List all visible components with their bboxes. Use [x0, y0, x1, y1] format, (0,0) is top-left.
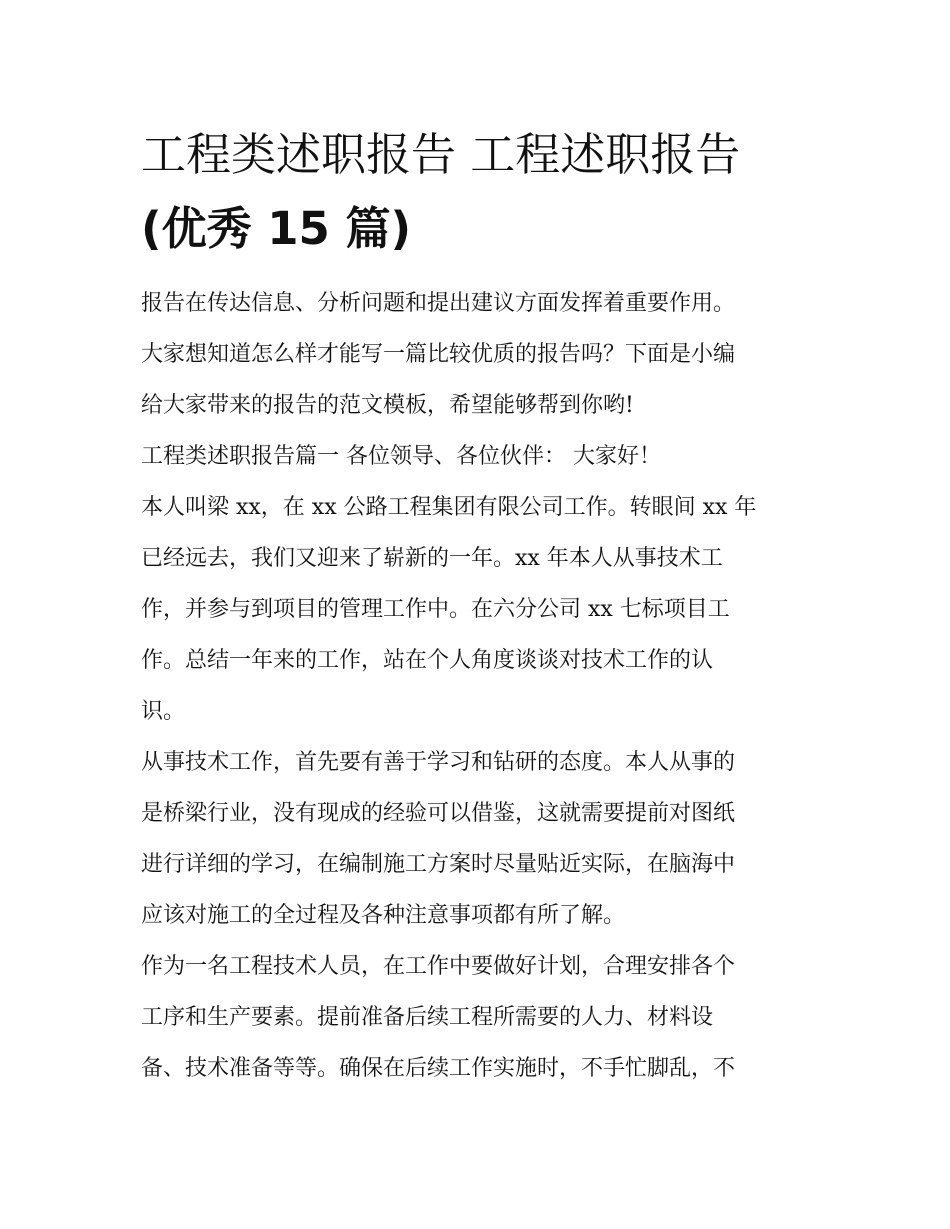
- paragraph-self-intro: [141, 482, 816, 737]
- title-line-2: (优秀 15 篇): [141, 202, 412, 255]
- text-line: 进行详细的学习，在编制施工方案时尽量贴近实际，在脑海中: [141, 852, 736, 877]
- text-line: 大家想知道怎么样才能写一篇比较优质的报告吗？下面是小编: [141, 342, 736, 367]
- text-line: 已经远去，我们又迎来了崭新的一年。xx 年本人从事技术工: [141, 546, 723, 571]
- paragraph-technical-attitude: [141, 737, 816, 941]
- text-line: 工程类述职报告篇一 各位领导、各位伙伴： 大家好！: [141, 444, 661, 469]
- document-content: [141, 118, 816, 1094]
- text-line: 本人叫梁 xx，在 xx 公路工程集团有限公司工作。转眼间 xx 年: [141, 495, 757, 520]
- text-line: 是桥梁行业，没有现成的经验可以借鉴，这就需要提前对图纸: [141, 801, 736, 826]
- text-line: 工序和生产要素。提前准备后续工程所需要的人力、材料设: [141, 1005, 714, 1030]
- text-line: 作为一名工程技术人员，在工作中要做好计划，合理安排各个: [141, 954, 736, 979]
- title-line-1: 工程类述职报告 工程述职报告: [141, 128, 741, 181]
- text-line: 备、技术准备等等。确保在后续工作实施时，不手忙脚乱，不: [141, 1056, 736, 1081]
- text-line: 从事技术工作，首先要有善于学习和钻研的态度。本人从事的: [141, 750, 736, 775]
- text-line: 作。总结一年来的工作，站在个人角度谈谈对技术工作的认: [141, 648, 714, 673]
- text-line: 报告在传达信息、分析问题和提出建议方面发挥着重要作用。: [141, 291, 736, 316]
- paragraph-intro: [141, 278, 816, 431]
- paragraph-planning: [141, 941, 816, 1094]
- document-title: [141, 118, 816, 266]
- text-line: 识。: [141, 699, 186, 724]
- paragraph-greeting: [141, 431, 816, 482]
- text-line: 给大家带来的报告的范文模板，希望能够帮到你哟!: [141, 393, 634, 418]
- text-line: 应该对施工的全过程及各种注意事项都有所了解。: [141, 903, 626, 928]
- text-line: 作，并参与到项目的管理工作中。在六分公司 xx 七标项目工: [141, 597, 730, 622]
